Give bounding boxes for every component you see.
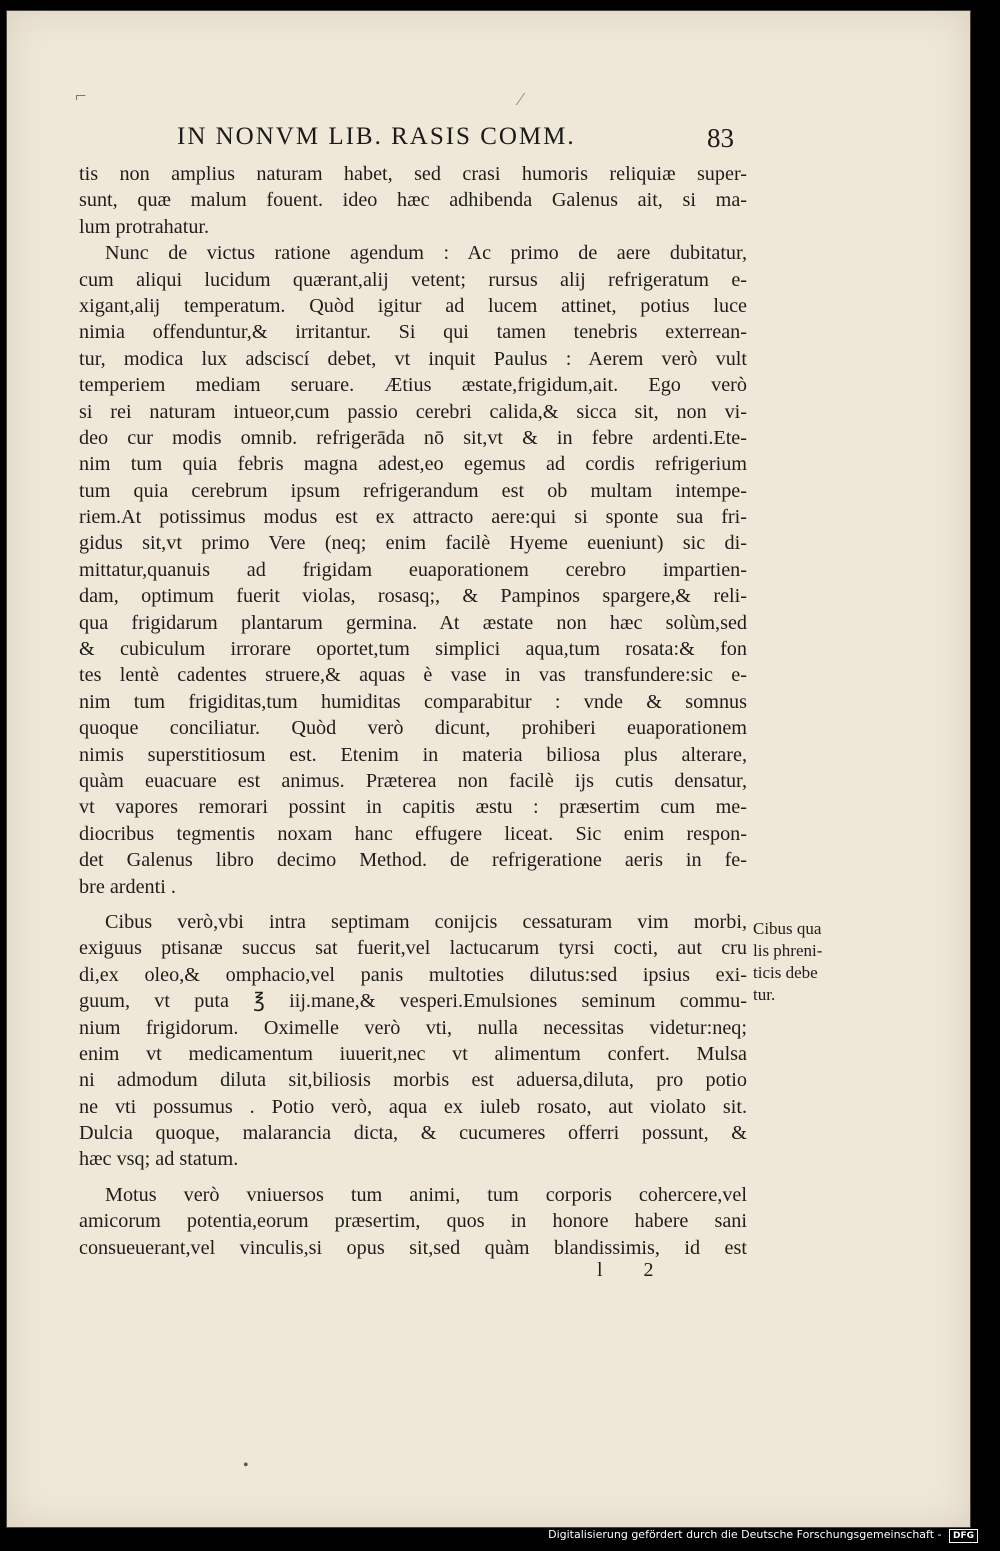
text-line: Dulcia quoque, malarancia dicta, & cucumeres offerri possunt, &	[79, 1122, 747, 1145]
text-line: riem.At potissimus modus est ex attracto aere:qui si sponte sua fri-	[79, 506, 747, 529]
text-line: Cibus verò,vbi intra septimam conijcis cessaturam vim morbi,	[105, 910, 747, 933]
text-line: vt vapores remorari possint in capitis æstu : præsertim cum me-	[79, 796, 747, 819]
corner-mark: ⌐	[75, 85, 87, 107]
text-line: cum aliqui lucidum quærant,alij vetent; rursus alij refrigeratum e-	[79, 268, 747, 291]
text-line: & cubiculum irrorare oportet,tum simplici aqua,tum rosata:& fon	[79, 638, 747, 661]
text-line: qua frigidarum plantarum germina. At æstate non hæc solùm,sed	[79, 611, 747, 634]
text-line: hæc vsq; ad statum.	[79, 1148, 239, 1171]
bottom-mark: •	[243, 1457, 249, 1474]
text-line: sunt, quæ malum fouent. ideo hæc adhibenda Galenus ait, si ma-	[79, 189, 747, 212]
text-line: temperiem mediam seruare. Ætius æstate,frigidum,ait. Ego verò	[79, 374, 747, 397]
text-line: tes lentè cadentes struere,& aquas è vase in vas transfundere:sic e-	[79, 664, 747, 687]
text-line: amicorum potentia,eorum præsertim, quos in honore habere sani	[79, 1210, 747, 1233]
marginal-note-line: lis phreni-	[753, 941, 823, 960]
marginal-note	[753, 918, 863, 1006]
marginal-note-line: ticis debe	[753, 963, 818, 982]
text-line: dam, optimum fuerit violas, rosasq;, & Pampinos spargere,& reli-	[79, 585, 747, 608]
text-line: det Galenus libro decimo Method. de refrigeratione aeris in fe-	[79, 849, 747, 872]
text-line: nium frigidorum. Oximelle verò vti, nulla necessitas videtur:neq;	[79, 1016, 747, 1039]
text-line: nimis superstitiosum est. Etenim in materia biliosa plus alterare,	[79, 743, 747, 766]
text-line: tum quia cerebrum ipsum refrigerandum est ob multam intempe-	[79, 479, 747, 502]
text-line: nim tum frigiditas,tum humiditas comparabitur : vnde & somnus	[79, 690, 747, 713]
text-line: enim vt medicamentum iuuerit,nec vt alimentum confert. Mulsa	[79, 1042, 747, 1065]
text-line: guum, vt puta ℥ iij.mane,& vesperi.Emulsiones seminum commu-	[79, 990, 747, 1013]
text-line: si rei naturam intueor,cum passio cerebri calida,& sicca sit, non vi-	[79, 400, 747, 423]
text-line: tur, modica lux adsciscí debet, vt inquit Paulus : Aerem verò vult	[79, 347, 747, 370]
text-line: exiguus ptisanæ succus sat fuerit,vel lactucarum tyrsi cocti, aut cru	[79, 937, 747, 960]
digitization-credit	[548, 1528, 978, 1543]
text-line: di,ex oleo,& omphacio,vel panis multoties dilutus:sed ipsius exi-	[79, 963, 747, 986]
text-line: gidus sit,vt primo Vere (neq; enim facilè Hyeme eueniunt) sic di-	[79, 532, 747, 555]
dfg-logo: DFG	[949, 1529, 978, 1543]
body-text	[79, 161, 747, 1261]
page-number: 83	[707, 123, 734, 153]
text-line: tis non amplius naturam habet, sed crasi humoris reliquiæ super-	[79, 163, 747, 185]
text-line: nim tum quia febris magna adest,eo egemus ad cordis refrigerium	[79, 453, 747, 476]
credit-text: Digitalisierung gefördert durch die Deutsche Forschungsgemeinschaft -	[548, 1528, 942, 1541]
text-line: mittatur,quanuis ad frigidam euaporationem cerebro impartien-	[79, 558, 747, 581]
top-mark: ⁄	[519, 89, 523, 109]
text-line: diocribus tegmentis noxam hanc effugere liceat. Sic enim respon-	[79, 822, 747, 845]
text-line: lum protrahatur.	[79, 215, 210, 238]
text-line: bre ardenti .	[79, 875, 176, 898]
text-line: ne vti possumus . Potio verò, aqua ex iuleb rosato, aut violato sit.	[79, 1095, 747, 1118]
marginal-note-line: tur.	[753, 985, 776, 1004]
text-line: ni admodum diluta sit,biliosis morbis est aduersa,diluta, pro potio	[79, 1069, 747, 1092]
text-line: quoque conciliatur. Quòd verò dicunt, prohiberi euaporationem	[79, 717, 747, 740]
text-line: nimia offenduntur,& irritantur. Si qui tamen tenebris exterrean-	[79, 321, 747, 344]
text-line: Motus verò vniuersos tum animi, tum corporis cohercere,vel	[105, 1183, 747, 1206]
running-head: IN NONVM LIB. RASIS COMM.	[177, 123, 576, 150]
book-page	[6, 10, 971, 1528]
text-line: quàm euacuare est animus. Præterea non facilè ijs cutis densatur,	[79, 769, 747, 792]
text-line: Nunc de victus ratione agendum : Ac primo de aere dubitatur,	[105, 242, 747, 265]
text-line: deo cur modis omnib. refrigerāda nō sit,vt & in febre ardenti.Ete-	[79, 426, 747, 449]
marginal-note-line: Cibus qua	[753, 919, 822, 938]
signature-mark: l 2	[597, 1259, 672, 1281]
text-line: consueuerant,vel vinculis,si opus sit,sed quàm blandissimis, id est	[79, 1236, 747, 1259]
text-line: xigant,alij temperatum. Quòd igitur ad lucem attinet, potius luce	[79, 294, 747, 317]
